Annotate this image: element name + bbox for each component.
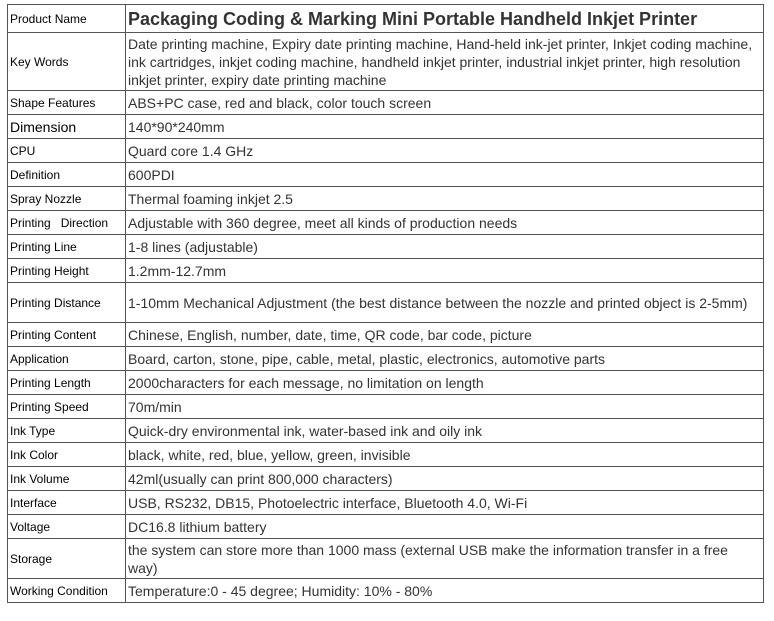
row-value: 1.2mm-12.7mm bbox=[126, 259, 764, 283]
row-label: Working Condition bbox=[8, 579, 126, 603]
row-value: 1-10mm Mechanical Adjustment (the best distance between the nozzle and printed object is 2-5mm) bbox=[126, 283, 764, 323]
table-row bbox=[8, 283, 764, 323]
row-label: Printing Distance bbox=[8, 283, 126, 323]
table-row bbox=[8, 259, 764, 283]
row-label: CPU bbox=[8, 139, 126, 163]
table-row bbox=[8, 579, 764, 603]
row-value: Quick-dry environmental ink, water-based ink and oily ink bbox=[126, 419, 764, 443]
row-label: Definition bbox=[8, 163, 126, 187]
row-label: Ink Color bbox=[8, 443, 126, 467]
row-label: Printing Direction bbox=[8, 211, 126, 235]
row-label: Printing Content bbox=[8, 323, 126, 347]
row-value: the system can store more than 1000 mass (external USB make the information transfer in a free way) bbox=[126, 539, 764, 579]
row-label: Product Name bbox=[8, 5, 126, 33]
row-value: Quard core 1.4 GHz bbox=[126, 139, 764, 163]
row-value: 70m/min bbox=[126, 395, 764, 419]
table-row bbox=[8, 211, 764, 235]
row-value: ABS+PC case, red and black, color touch screen bbox=[126, 91, 764, 115]
row-label: Printing Height bbox=[8, 259, 126, 283]
row-value: 140*90*240mm bbox=[126, 115, 764, 139]
row-label: Voltage bbox=[8, 515, 126, 539]
row-label: Shape Features bbox=[8, 91, 126, 115]
row-label: Application bbox=[8, 347, 126, 371]
row-label: Spray Nozzle bbox=[8, 187, 126, 211]
row-value: 1-8 lines (adjustable) bbox=[126, 235, 764, 259]
table-row bbox=[8, 371, 764, 395]
product-title: Packaging Coding & Marking Mini Portable Handheld Inkjet Printer bbox=[126, 5, 764, 33]
table-row bbox=[8, 467, 764, 491]
row-value: DC16.8 lithium battery bbox=[126, 515, 764, 539]
row-value: Board, carton, stone, pipe, cable, metal, plastic, electronics, automotive parts bbox=[126, 347, 764, 371]
table-row bbox=[8, 443, 764, 467]
table-row bbox=[8, 91, 764, 115]
table-row bbox=[8, 33, 764, 91]
table-row bbox=[8, 419, 764, 443]
row-label: Key Words bbox=[8, 33, 126, 91]
row-label: Printing Speed bbox=[8, 395, 126, 419]
table-row bbox=[8, 515, 764, 539]
spec-table bbox=[7, 4, 764, 603]
table-row bbox=[8, 187, 764, 211]
table-row bbox=[8, 347, 764, 371]
row-value: Date printing machine, Expiry date printing machine, Hand-held ink-jet printer, Inkjet coding machine, ink cartridges, inkjet coding machine, handheld inkjet printer, industrial inkjet printer, high resolution inkjet printer, expiry date printing machine bbox=[126, 33, 764, 91]
row-label: Ink Volume bbox=[8, 467, 126, 491]
table-row bbox=[8, 539, 764, 579]
row-value: 600PDI bbox=[126, 163, 764, 187]
row-value: 2000characters for each message, no limitation on length bbox=[126, 371, 764, 395]
table-row bbox=[8, 491, 764, 515]
row-value: Chinese, English, number, date, time, QR code, bar code, picture bbox=[126, 323, 764, 347]
row-value: 42ml(usually can print 800,000 characters) bbox=[126, 467, 764, 491]
table-row bbox=[8, 163, 764, 187]
table-row bbox=[8, 5, 764, 33]
row-value: black, white, red, blue, yellow, green, invisible bbox=[126, 443, 764, 467]
row-label: Ink Type bbox=[8, 419, 126, 443]
row-value: Adjustable with 360 degree, meet all kinds of production needs bbox=[126, 211, 764, 235]
row-value: Temperature:0 - 45 degree; Humidity: 10% - 80% bbox=[126, 579, 764, 603]
table-row bbox=[8, 395, 764, 419]
row-label: Interface bbox=[8, 491, 126, 515]
spec-sheet bbox=[7, 4, 764, 603]
row-value: USB, RS232, DB15, Photoelectric interface, Bluetooth 4.0, Wi-Fi bbox=[126, 491, 764, 515]
row-label: Storage bbox=[8, 539, 126, 579]
row-value: Thermal foaming inkjet 2.5 bbox=[126, 187, 764, 211]
table-row bbox=[8, 139, 764, 163]
row-label: Dimension bbox=[8, 115, 126, 139]
table-row bbox=[8, 323, 764, 347]
row-label: Printing Line bbox=[8, 235, 126, 259]
row-label: Printing Length bbox=[8, 371, 126, 395]
table-row bbox=[8, 115, 764, 139]
table-row bbox=[8, 235, 764, 259]
